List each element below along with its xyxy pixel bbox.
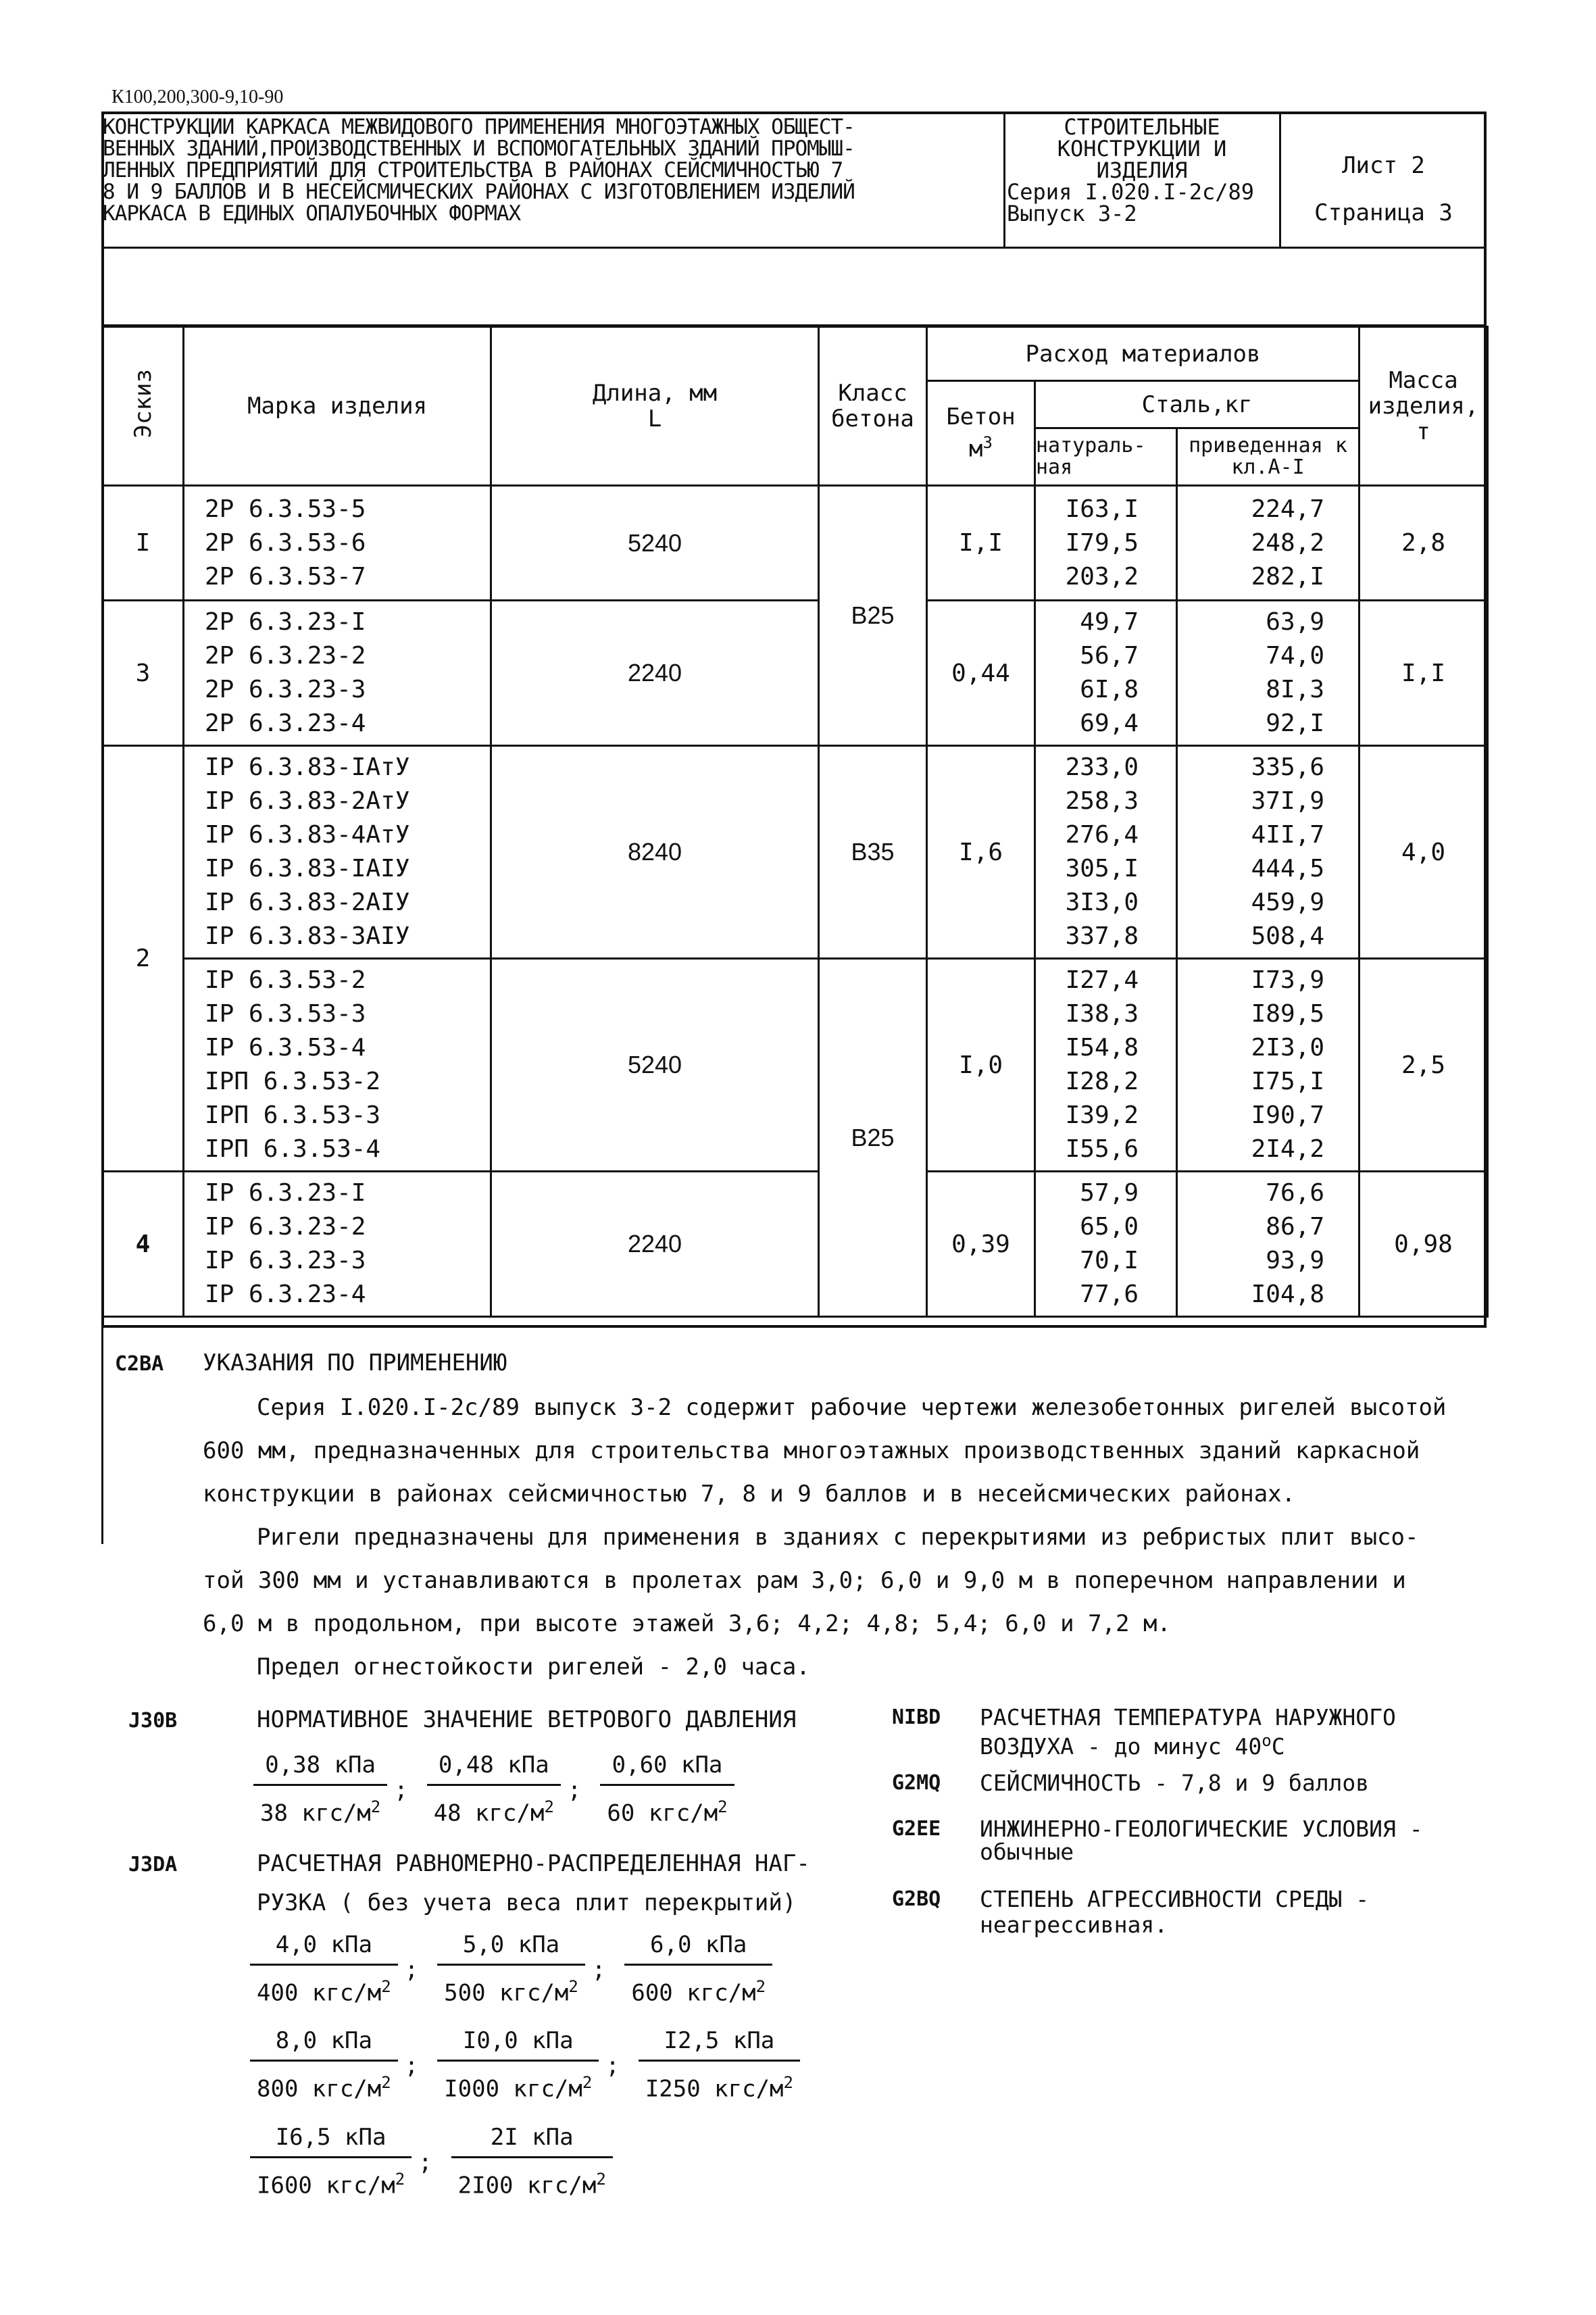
concrete-cell: 0,39 <box>927 1172 1035 1317</box>
notes-line: 600 мм, предназначенных для строительства многоэтажных производственных зданий каркасной <box>203 1437 1420 1464</box>
sheet-number: Лист 2 <box>1342 152 1425 179</box>
mark-cell: IР 6.3.23-I IР 6.3.23-2 IР 6.3.23-3 IР 6.3.23-4 <box>184 1172 491 1317</box>
sketch-cell: 2 <box>103 746 184 1172</box>
issue-label: Выпуск 3-2 <box>1007 201 1137 226</box>
title-line: 8 И 9 БАЛЛОВ И В НЕСЕЙСМИЧЕСКИХ РАЙОНАХ С ИЗГОТОВЛЕНИЕМ ИЗДЕЛИЙ <box>103 180 855 204</box>
wind-section <box>128 1703 796 1834</box>
document-title <box>103 116 998 224</box>
table-row <box>103 746 1488 959</box>
consumption-header: Расход материалов <box>927 327 1360 381</box>
load-value: $\frac{\text{4,0 кПа}}{400 кгс/м^2}$ <box>250 1926 398 2014</box>
length-cell: 2240 <box>491 1172 819 1317</box>
category-line: КОНСТРУКЦИИ И <box>1057 136 1227 161</box>
class-cell: В25 <box>819 959 927 1317</box>
natural-cell: I63,I I79,5 203,2 <box>1035 486 1177 601</box>
reduced-cell: 76,6 86,7 93,9 I04,8 <box>1177 1172 1360 1317</box>
title-line: КОНСТРУКЦИИ КАРКАСА МЕЖВИДОВОГО ПРИМЕНЕНИЯ МНОГОЭТАЖНЫХ ОБЩЕСТ- <box>103 115 855 139</box>
load-value: $\frac{\text{I2,5 кПа}}{I250 кгс/м^2}$ <box>639 2022 800 2110</box>
concrete-cell: 0,44 <box>927 601 1035 746</box>
reduced-cell: 224,7 248,2 282,I <box>1177 486 1360 601</box>
length-cell: 5240 <box>491 959 819 1172</box>
table-row <box>103 959 1488 1172</box>
category-line: СТРОИТЕЛЬНЫЕ <box>1064 114 1220 140</box>
notes-line: Серия I.020.I-2с/89 выпуск 3-2 содержит рабочие чертежи железобетонных ригелей высотой <box>257 1394 1447 1421</box>
mass-cell: 2,5 <box>1360 959 1488 1172</box>
notes-line: конструкции в районах сейсмичностью 7, 8 и 9 баллов и в несейсмических районах. <box>203 1480 1296 1508</box>
wind-title: НОРМАТИВНОЕ ЗНАЧЕНИЕ ВЕТРОВОГО ДАВЛЕНИЯ <box>257 1706 797 1733</box>
col-reduced-header: приведенная к кл.А-I <box>1177 428 1360 486</box>
condition-item: G2МQ СЕЙСМИЧНОСТЬ - 7,8 и 9 баллов <box>892 1770 1370 1796</box>
natural-cell: 233,0 258,3 276,4 305,I 3I3,0 337,8 <box>1035 746 1177 959</box>
steel-header: Сталь,кг <box>1035 381 1360 428</box>
title-line: КАРКАСА В ЕДИНЫХ ОПАЛУБОЧНЫХ ФОРМАХ <box>103 201 521 226</box>
wind-value: $\frac{\text{0,48 кПа}}{48 кгс/м^2}$ <box>427 1746 561 1834</box>
concrete-cell: I,0 <box>927 959 1035 1172</box>
notes-line: Предел огнестойкости ригелей - 2,0 часа. <box>257 1653 810 1681</box>
section-code: С2ВА <box>115 1352 164 1376</box>
col-mark-header: Марка изделия <box>184 327 491 486</box>
mark-cell: IР 6.3.53-2 IР 6.3.53-3 IР 6.3.53-4 IРП 6.3.53-2 IРП 6.3.53-3 IРП 6.3.53-4 <box>184 959 491 1172</box>
mark-cell: IР 6.3.83-IАтУ IР 6.3.83-2АтУ IР 6.3.83-4АтУ IР 6.3.83-IАIУ IР 6.3.83-2АIУ IР 6.3.83-3АIУ <box>184 746 491 959</box>
header-divider <box>101 247 1487 249</box>
condition-item: NIBD РАСЧЕТНАЯ ТЕМПЕРАТУРА НАРУЖНОГО ВОЗДУХА - до минус $40^оС$ <box>892 1704 1396 1760</box>
sketch-cell: 3 <box>103 601 184 746</box>
table-row <box>103 1172 1488 1317</box>
sketch-cell: I <box>103 486 184 601</box>
reduced-cell: I73,9 I89,5 2I3,0 I75,I I90,7 2I4,2 <box>1177 959 1360 1172</box>
condition-item: G2ЕЕ ИНЖИНЕРНО-ГЕОЛОГИЧЕСКИЕ УСЛОВИЯ - обычные <box>892 1816 1423 1865</box>
mark-cell: 2Р 6.3.53-5 2Р 6.3.53-6 2Р 6.3.53-7 <box>184 486 491 601</box>
category-line: ИЗДЕЛИЯ <box>1096 157 1188 183</box>
header-vline-1 <box>1003 111 1005 247</box>
col-class-header: Класс бетона <box>819 327 927 486</box>
mass-cell: 2,8 <box>1360 486 1488 601</box>
col-concrete-header: Бетон $м^3$ <box>927 381 1035 486</box>
length-cell: 8240 <box>491 746 819 959</box>
col-mass-header: Масса изделия, т <box>1360 327 1488 486</box>
natural-cell: I27,4 I38,3 I54,8 I28,2 I39,2 I55,6 <box>1035 959 1177 1172</box>
mark-cell: 2Р 6.3.23-I 2Р 6.3.23-2 2Р 6.3.23-3 2Р 6.3.23-4 <box>184 601 491 746</box>
load-values-row: $\frac{\text{I6,5 кПа}}{I600 кгс/м^2}$ ; $\frac{\text{2I кПа}}{2I00 кгс/м^2}$ <box>128 2118 810 2206</box>
length-cell: 2240 <box>491 601 819 746</box>
mass-cell: 4,0 <box>1360 746 1488 959</box>
load-section <box>128 1845 810 2206</box>
natural-cell: 49,7 56,7 6I,8 69,4 <box>1035 601 1177 746</box>
reduced-cell: 63,9 74,0 8I,3 92,I <box>1177 601 1360 746</box>
usage-notes <box>115 1341 1480 1689</box>
reduced-cell: 335,6 37I,9 4II,7 444,5 459,9 508,4 <box>1177 746 1360 959</box>
section-title: УКАЗАНИЯ ПО ПРИМЕНЕНИЮ <box>203 1349 507 1376</box>
load-value: $\frac{\text{6,0 кПа}}{600 кгс/м^2}$ <box>624 1926 772 2014</box>
condition-item: G2ВQ СТЕПЕНЬ АГРЕССИВНОСТИ СРЕДЫ - неагрессивная. <box>892 1886 1370 1938</box>
left-margin-line <box>101 1328 103 1544</box>
table-row <box>103 601 1488 746</box>
load-value: $\frac{\text{2I кПа}}{2I00 кгс/м^2}$ <box>451 2118 613 2206</box>
notes-line: 6,0 м в продольном, при высоте этажей 3,6; 4,2; 4,8; 5,4; 6,0 и 7,2 м. <box>203 1610 1171 1637</box>
length-cell: 5240 <box>491 486 819 601</box>
load-values-row: $\frac{\text{8,0 кПа}}{800 кгс/м^2}$ ; $\frac{\text{I0,0 кПа}}{I000 кгс/м^2}$ ; $\frac{\text{I2,5 кПа}}{I250 кгс/м^2}$ <box>128 2022 810 2110</box>
col-sketch-header: Эскиз <box>103 327 184 486</box>
title-line: ЛЕННЫХ ПРЕДПРИЯТИЙ ДЛЯ СТРОИТЕЛЬСТВА В РАЙОНАХ СЕЙСМИЧНОСТЬЮ 7 <box>103 158 843 182</box>
col-length-header: Длина, мм L <box>491 327 819 486</box>
sheet-block <box>1280 142 1487 237</box>
series-label: Серия I.020.I-2с/89 <box>1007 179 1255 205</box>
sketch-cell: 4 <box>103 1172 184 1317</box>
class-cell: В35 <box>819 746 927 959</box>
mass-cell: 0,98 <box>1360 1172 1488 1317</box>
materials-table <box>101 326 1489 1318</box>
natural-cell: 57,9 65,0 70,I 77,6 <box>1035 1172 1177 1317</box>
load-code: J3DА <box>128 1853 178 1876</box>
notes-line: той 300 мм и устанавливаются в пролетах рам 3,0; 6,0 и 9,0 м в поперечном направлении и <box>203 1567 1406 1594</box>
load-value: $\frac{\text{5,0 кПа}}{500 кгс/м^2}$ <box>437 1926 585 2014</box>
table-row <box>103 486 1488 601</box>
title-line: ВЕННЫХ ЗДАНИЙ,ПРОИЗВОДСТВЕННЫХ И ВСПОМОГАТЕЛЬНЫХ ЗДАНИЙ ПРОМЫШ- <box>103 136 855 161</box>
document-code: К100,200,300-9,10-90 <box>111 86 284 107</box>
page-number: Страница 3 <box>1314 199 1453 226</box>
load-title: РАСЧЕТНАЯ РАВНОМЕРНО-РАСПРЕДЕЛЕННАЯ НАГ- <box>257 1850 810 1877</box>
class-cell: В25 <box>819 486 927 746</box>
concrete-cell: I,I <box>927 486 1035 601</box>
load-title-cont: РУЗКА ( без учета веса плит перекрытий) <box>257 1889 797 1916</box>
load-values-row: $\frac{\text{4,0 кПа}}{400 кгс/м^2}$ ; $\frac{\text{5,0 кПа}}{500 кгс/м^2}$ ; $\frac{\text{6,0 кПа}}{600 кгс/м^2}$ <box>128 1926 810 2014</box>
load-value: $\frac{\text{I6,5 кПа}}{I600 кгс/м^2}$ <box>250 2118 412 2206</box>
load-value: $\frac{\text{8,0 кПа}}{800 кгс/м^2}$ <box>250 2022 398 2110</box>
wind-value: $\frac{\text{0,38 кПа}}{38 кгс/м^2}$ <box>253 1746 387 1834</box>
wind-value: $\frac{\text{0,60 кПа}}{60 кгс/м^2}$ <box>600 1746 734 1834</box>
series-block <box>1007 116 1277 224</box>
wind-values: $\frac{\text{0,38 кПа}}{38 кгс/м^2}$ ; $\frac{\text{0,48 кПа}}{48 кгс/м^2}$ ; $\frac{\text{0,60 кПа}}{60 кгс/м^2}$ <box>128 1746 796 1834</box>
col-natural-header: натураль- ная <box>1035 428 1177 486</box>
concrete-cell: I,6 <box>927 746 1035 959</box>
mass-cell: I,I <box>1360 601 1488 746</box>
notes-line: Ригели предназначены для применения в зданиях с перекрытиями из ребристых плит высо- <box>257 1524 1419 1551</box>
conditions-list <box>892 1706 1423 1938</box>
load-value: $\frac{\text{I0,0 кПа}}{I000 кгс/м^2}$ <box>437 2022 599 2110</box>
wind-code: J30В <box>128 1709 178 1733</box>
